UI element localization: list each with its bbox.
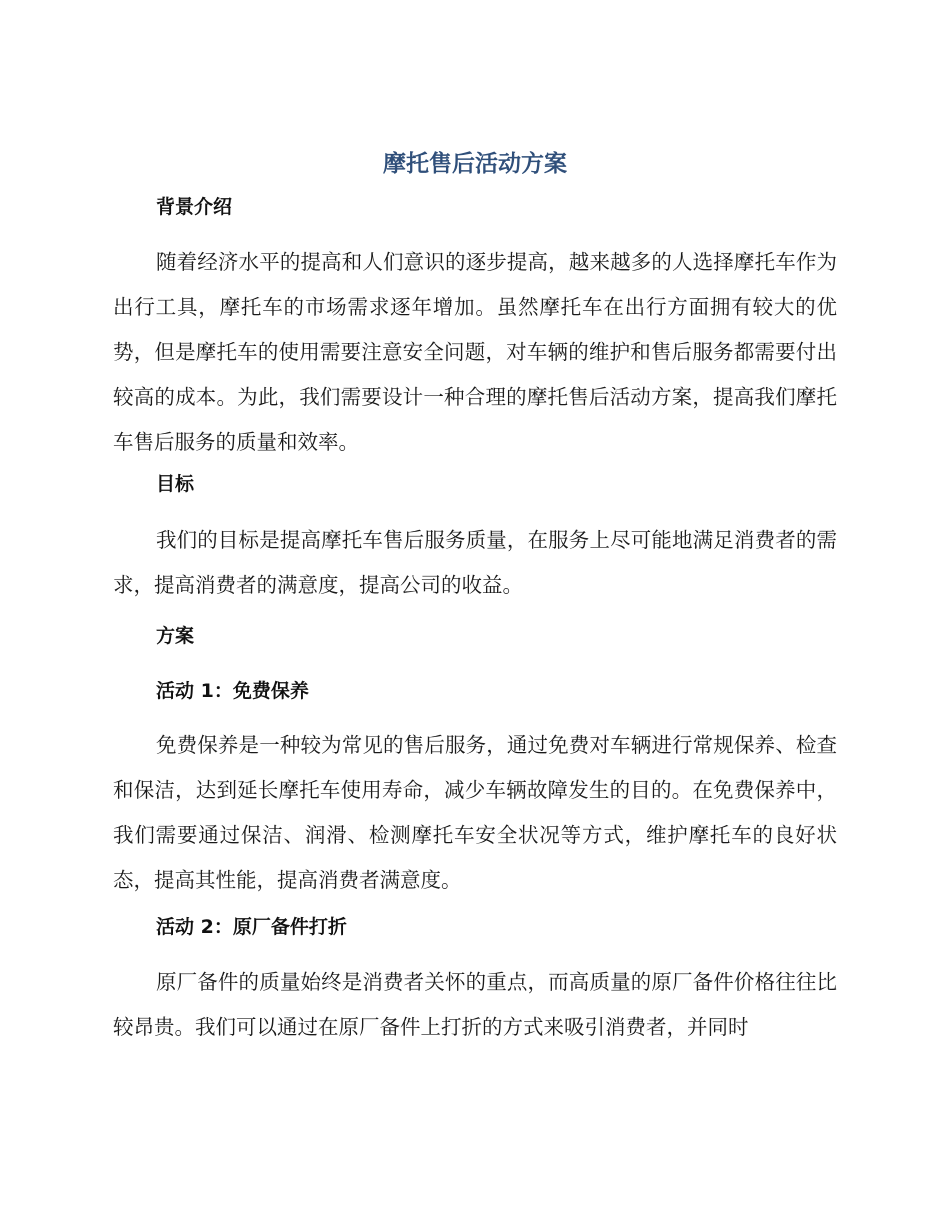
section-heading-plan: 方案 bbox=[156, 625, 195, 647]
section-heading-goal: 目标 bbox=[156, 473, 195, 495]
section-heading-background: 背景介绍 bbox=[156, 196, 233, 218]
document-title: 摩托售后活动方案 bbox=[383, 151, 567, 177]
paragraph-goal: 我们的目标是提高摩托车售后服务质量，在服务上尽可能地满足消费者的需求，提高消费者的满意度，提高公司的收益。 bbox=[113, 528, 837, 597]
paragraph-background: 随着经济水平的提高和人们意识的逐步提高，越来越多的人选择摩托车作为出行工具，摩托车的市场需求逐年增加。虽然摩托车在出行方面拥有较大的优势，但是摩托车的使用需要注意安全问题，对车辆的维护和售后服务都需要付出较高的成本。为此，我们需要设计一种合理的摩托售后活动方案，提高我们摩托车售后服务的质量和效率。 bbox=[113, 250, 837, 454]
paragraph-activity-1: 免费保养是一种较为常见的售后服务，通过免费对车辆进行常规保养、检查和保洁，达到延长摩托车使用寿命，减少车辆故障发生的目的。在免费保养中，我们需要通过保洁、润滑、检测摩托车安全状况等方式，维护摩托车的良好状态，提高其性能，提高消费者满意度。 bbox=[113, 733, 837, 892]
section-heading-activity-1: 活动 1：免费保养 bbox=[156, 680, 309, 702]
section-heading-activity-2: 活动 2：原厂备件打折 bbox=[156, 916, 347, 938]
paragraph-activity-2: 原厂备件的质量始终是消费者关怀的重点，而高质量的原厂备件价格往往比较昂贵。我们可以通过在原厂备件上打折的方式来吸引消费者，并同时 bbox=[113, 970, 837, 1039]
